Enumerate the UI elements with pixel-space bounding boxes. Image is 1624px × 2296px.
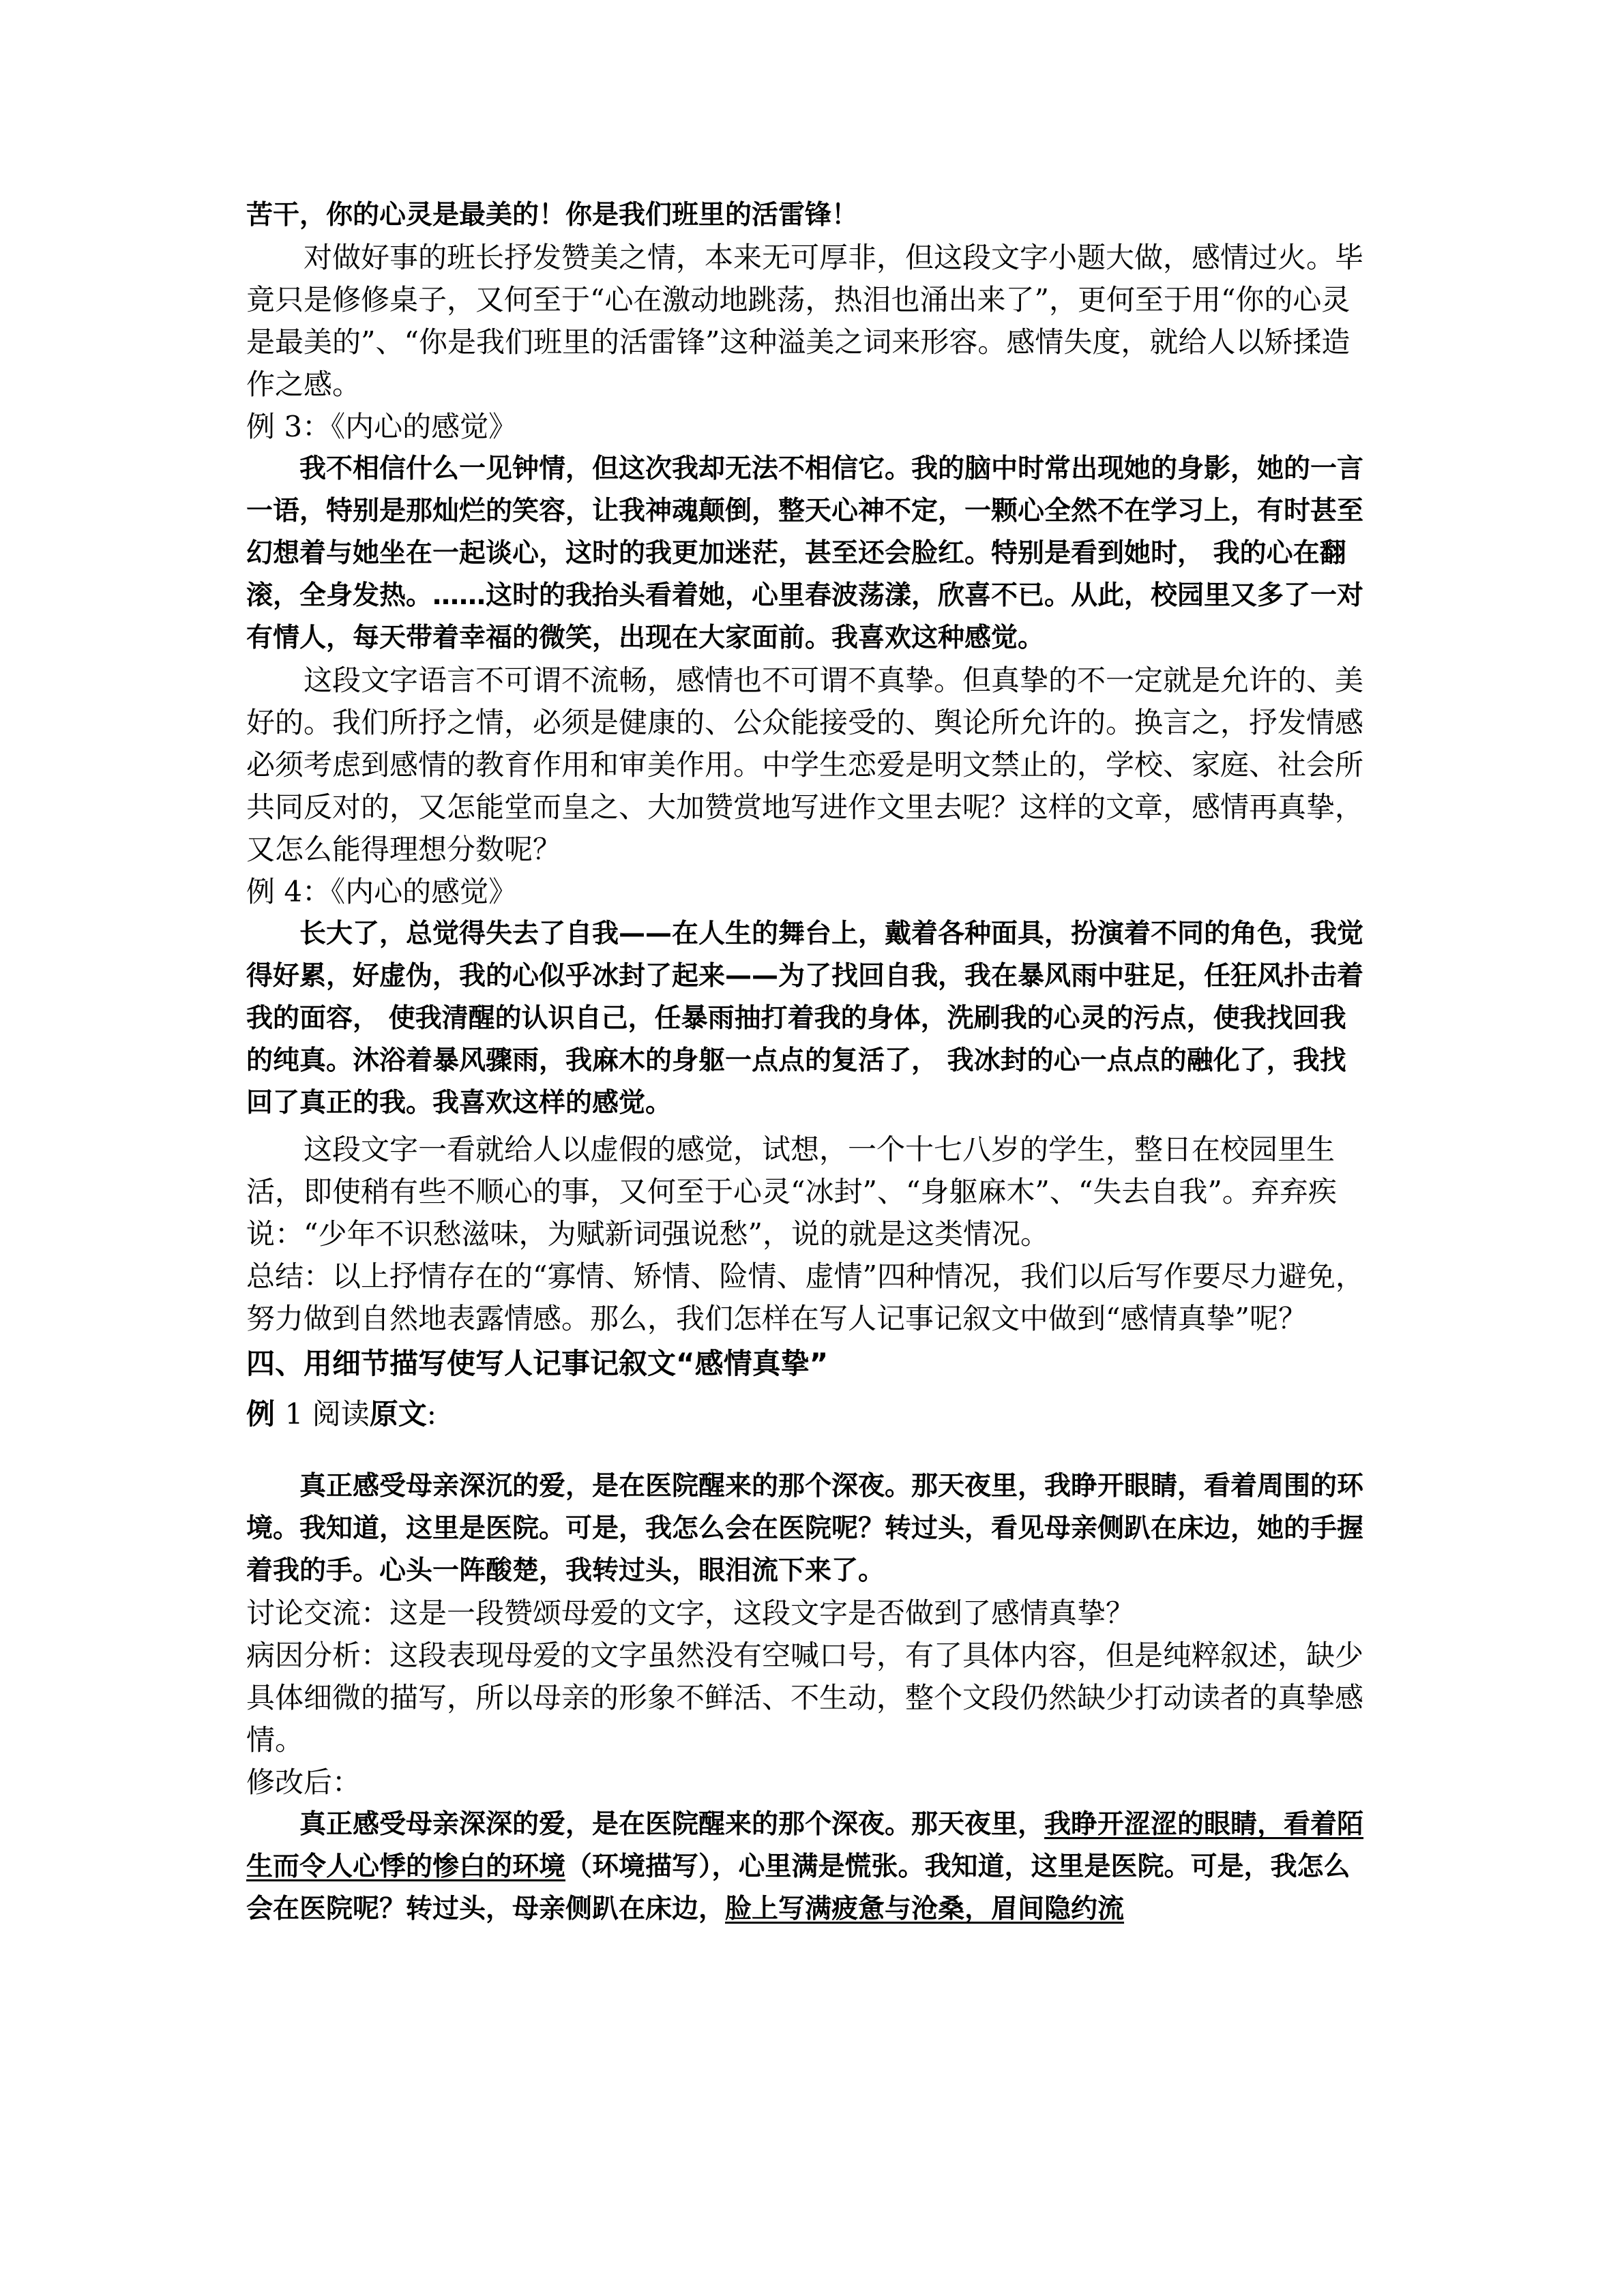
example-1-mid: 1 阅读 — [284, 1397, 370, 1431]
paragraph-example-3-text: 我不相信什么一见钟情，但这次我却无法不相信它。我的脑中时常出现她的身影，她的一言一语，特别是那灿烂的笑容，让我神魂颠倒，整天心神不定，一颗心全然不在学习上，有时甚至幻想着与她坐在一起谈心，这时的我更加迷茫，甚至还会脸红。特别是看到她时， 我的心在翻滚，全身发热。……这时的我抬头看着她，心里春波荡漾，欣喜不已。从此，校园里又多了一对有情人，每天带着幸福的微笑，出现在大家面前。我喜欢这种感觉。 — [246, 453, 1364, 653]
example-1-label — [246, 1392, 1365, 1437]
paragraph-analysis: 病因分析：这段表现母爱的文字虽然没有空喊口号，有了具体内容，但是纯粹叙述，缺少具体细微的描写，所以母亲的形象不鲜活、不生动，整个文段仍然缺少打动读者的真挚感情。 — [246, 1639, 1364, 1757]
example-3-title: 例 3：《内心的感觉》 — [246, 410, 518, 443]
example-1-prefix: 例 — [246, 1397, 285, 1431]
revised-text-part-1: 真正感受母亲深深的爱，是在医院醒来的那个深夜。那天夜里， — [299, 1809, 1045, 1840]
paragraph-summary: 总结：以上抒情存在的“寡情、矫情、险情、虚情”四种情况，我们以后写作要尽力避免，努力做到自然地表露情感。那么，我们怎样在写人记事记叙文中做到“感情真挚”呢？ — [246, 1259, 1364, 1335]
paragraph-praise-end: 苦干，你的心灵是最美的！你是我们班里的活雷锋！ — [246, 200, 859, 230]
paragraph-commentary-example-4: 这段文字一看就给人以虚假的感觉，试想，一个十七八岁的学生，整日在校园里生活，即使稍有些不顺心的事，又何至于心灵“冰封”、“身躯麻木”、“失去自我”。弃弃疾说：“少年不识愁滋味，为赋新词强说愁”，说的就是这类情况。 — [246, 1133, 1337, 1251]
example-1-colon: : — [426, 1397, 437, 1431]
example-4-title: 例 4：《内心的感觉》 — [246, 875, 518, 908]
paragraph-discussion: 讨论交流：这是一段赞颂母爱的文字，这段文字是否做到了感情真挚？ — [246, 1596, 1135, 1630]
example-1-original-label: 原文 — [369, 1397, 427, 1431]
paragraph-commentary-example-3: 这段文字语言不可谓不流畅，感情也不可谓不真挚。但真挚的不一定就是允许的、美好的。我们所抒之情，必须是健康的、公众能接受的、舆论所允许的。换言之，抒发情感必须考虑到感情的教育作用和审美作用。中学生恋爱是明文禁止的，学校、家庭、社会所共同反对的，又怎能堂而皇之、大加赞赏地写进作文里去呢？这样的文章，感情再真挚，又怎么能得理想分数呢？ — [246, 664, 1364, 866]
paragraph-example-1-revised — [246, 1804, 1365, 1930]
paragraph-example-4-text: 长大了，总觉得失去了自我——在人生的舞台上，戴着各种面具，扮演着不同的角色，我觉得好累，好虚伪，我的心似乎冰封了起来——为了找回自我，我在暴风雨中驻足，任狂风扑击着我的面容， 使我清醒的认识自己，任暴雨抽打着我的身体，洗刷我的心灵的污点，使我找回我的纯真。沐浴着暴风骤雨，我麻木的身躯一点点的复活了， 我冰封的心一点点的融化了，我找回了真正的我。我喜欢这样的感觉。 — [246, 919, 1364, 1118]
paragraph-commentary-overpraise: 对做好事的班长抒发赞美之情，本来无可厚非，但这段文字小题大做，感情过火。毕竟只是修修桌子，又何至于“心在激动地跳荡，热泪也涌出来了”，更何至于用“你的心灵是最美的”、“你是我们班里的活雷锋”这种溢美之词来形容。感情失度，就给人以矫揉造作之感。 — [246, 241, 1364, 401]
paragraph-example-1-original: 真正感受母亲深沉的爱，是在医院醒来的那个深夜。那天夜里，我睁开眼睛，看着周围的环境。我知道，这里是医院。可是，我怎么会在医院呢？转过头，看见母亲侧趴在床边，她的手握着我的手。心头一阵酸楚，我转过头，眼泪流下来了。 — [246, 1471, 1364, 1586]
revised-underlined-1: 我睁开涩涩的眼睛，看着陌生而令人心悸的惨白的环境 — [246, 1809, 1364, 1882]
revised-text-part-2: （环境描写），心里满是慌张。我知道，这里是医院。可是，我怎么会在医院呢？转过头，母亲侧趴在床边， — [246, 1851, 1350, 1924]
revised-underlined-2: 脸上写满疲惫与沧桑，眉间隐约流 — [725, 1894, 1125, 1924]
section-heading-4: 四、用细节描写使写人记事记叙文“感情真挚” — [246, 1347, 829, 1380]
revised-label: 修改后： — [246, 1765, 361, 1799]
document-page — [246, 194, 1365, 1930]
